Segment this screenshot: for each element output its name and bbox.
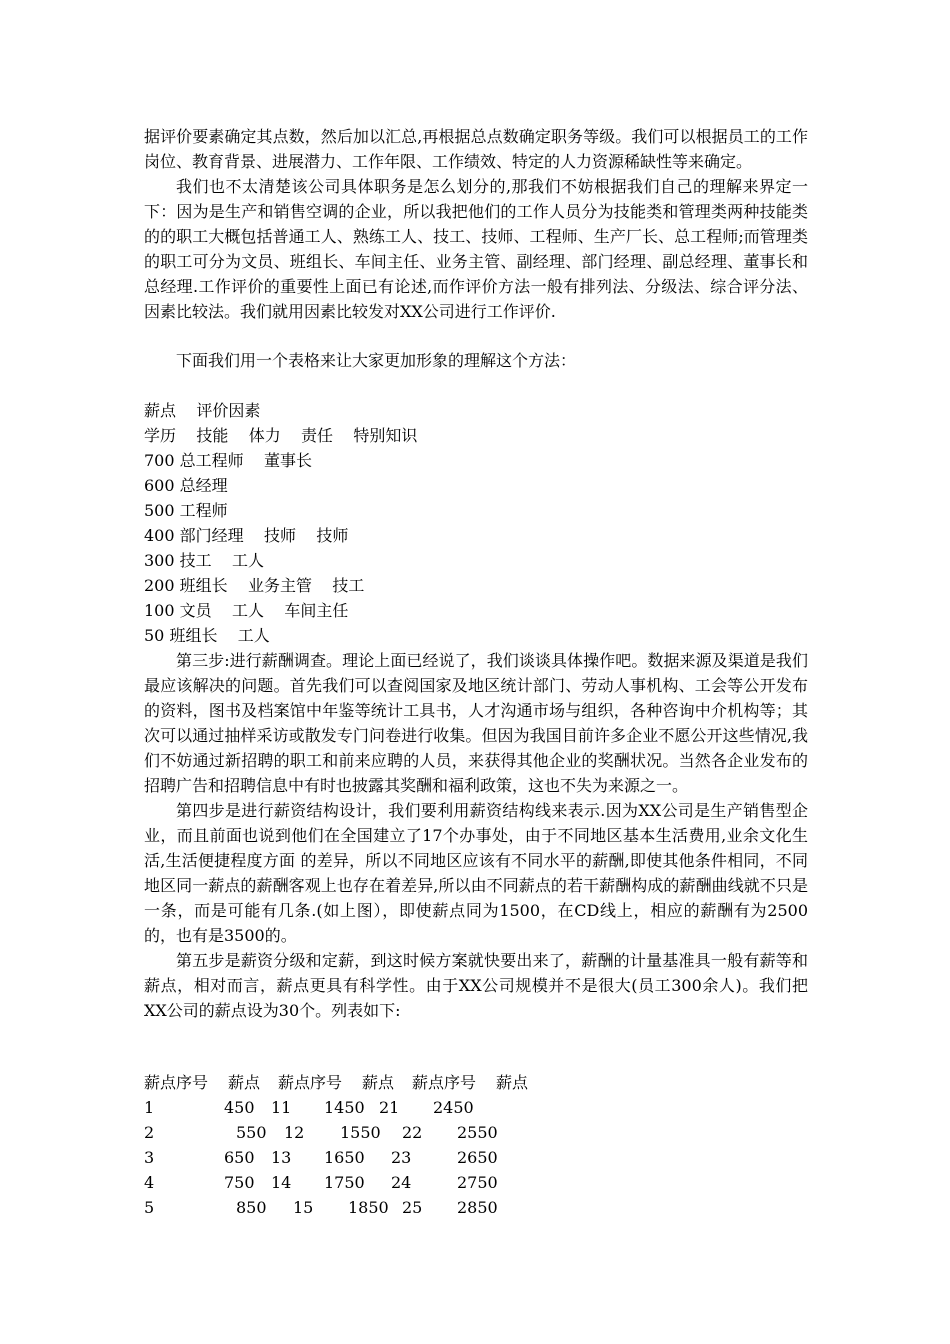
column-header: 薪点序号 (412, 1073, 477, 1092)
table-cell: 25 (402, 1198, 423, 1217)
table-row: 200 班组长 业务主管 技工 (144, 576, 365, 595)
table-cell: 850 (236, 1198, 267, 1217)
table-row (144, 1145, 808, 1170)
column-header: 薪点序号 (144, 1073, 209, 1092)
table-row (144, 1195, 808, 1220)
table-cell: 1750 (324, 1173, 365, 1192)
salary-points-table (144, 1070, 808, 1220)
table-cell: 650 (224, 1148, 255, 1167)
table-cell: 13 (271, 1148, 292, 1167)
table-row (144, 1170, 808, 1195)
table-cell: 1450 (324, 1098, 365, 1117)
table-row: 500 工程师 (144, 501, 228, 520)
body-text-top (144, 124, 808, 324)
table-cell: 2550 (457, 1123, 498, 1142)
table-cell: 22 (402, 1123, 423, 1142)
column-header: 薪点 (362, 1073, 395, 1092)
table-intro (144, 348, 808, 373)
table-cell: 2750 (457, 1173, 498, 1192)
table-row: 100 文员 工人 车间主任 (144, 601, 349, 620)
paragraph-step-4: 第四步是进行薪资结构设计，我们要利用薪资结构线来表示.因为XX公司是生产销售型企业，而且前面也说到他们在全国建立了17个办事处，由于不同地区基本生活费用,业余文化生活,生活便捷程度方面 的差异，所以不同地区应该有不同水平的薪酬,即使其他条件相同，不同地区同一薪点的薪酬客观上也存在着差异,所以由不同薪点的若干薪酬构成的薪酬曲线就不只是一条，而是可能有几条.(如上图），即使薪点同为1500，在CD线上，相应的薪酬有为2500的，也有是3500的。 (144, 801, 808, 945)
table-row: 400 部门经理 技师 技师 (144, 526, 349, 545)
table-row: 薪点 评价因素 (144, 401, 261, 420)
table-row: 300 技工 工人 (144, 551, 264, 570)
table-cell: 5 (144, 1198, 155, 1217)
table-cell: 750 (224, 1173, 255, 1192)
table-cell: 15 (293, 1198, 314, 1217)
table-cell: 550 (236, 1123, 267, 1142)
table-cell: 2850 (457, 1198, 498, 1217)
column-header: 薪点序号 (278, 1073, 343, 1092)
paragraph-step-3: 第三步:进行薪酬调查。理论上面已经说了，我们谈谈具体操作吧。数据来源及渠道是我们最应该解决的问题。首先我们可以查阅国家及地区统计部门、劳动人事机构、工会等公开发布的资料，图书及档案馆中年鉴等统计工具书，人才沟通市场与组织，各种咨询中介机构等；其次可以通过抽样采访或散发专门问卷进行收集。但因为我国目前许多企业不愿公开这些情况,我们不妨通过新招聘的职工和前来应聘的人员，来获得其他企业的奖酬状况。当然各企业发布的招聘广告和招聘信息中有时也披露其奖酬和福利政策，这也不失为来源之一。 (144, 651, 808, 795)
table-header-row (144, 1070, 808, 1095)
table-cell: 3 (144, 1148, 155, 1167)
table-cell: 1650 (324, 1148, 365, 1167)
table-cell: 11 (271, 1098, 292, 1117)
paragraph-step-5: 第五步是薪资分级和定薪，到这时候方案就快要出来了，薪酬的计量基准具一般有薪等和薪点，相对而言，薪点更具有科学性。由于XX公司规模并不是很大(员工300余人)。我们把XX公司的薪点设为30个。列表如下: (144, 951, 808, 1020)
table-cell: 1 (144, 1098, 155, 1117)
table-row: 600 总经理 (144, 476, 228, 495)
table-cell: 1550 (340, 1123, 381, 1142)
table-cell: 1850 (348, 1198, 389, 1217)
table-cell: 450 (224, 1098, 255, 1117)
paragraph: 我们也不太清楚该公司具体职务是怎么划分的,那我们不妨根据我们自己的理解来界定一下：因为是生产和销售空调的企业，所以我把他们的工作人员分为技能类和管理类两种技能类的的职工大概包括普通工人、熟练工人、技工、技师、工程师、生产厂长、总工程师;而管理类的职工可分为文员、班组长、车间主任、业务主管、副经理、部门经理、副总经理、董事长和总经理.工作评价的重要性上面已有论述,而作评价方法一般有排列法、分级法、综合评分法、因素比较法。我们就用因素比较发对XX公司进行工作评价. (144, 177, 808, 321)
table-row: 学历 技能 体力 责任 特别知识 (144, 426, 418, 445)
table-cell: 4 (144, 1173, 155, 1192)
table-cell: 2650 (457, 1148, 498, 1167)
body-text-steps (144, 648, 808, 1023)
table-cell: 24 (391, 1173, 412, 1192)
table-row: 700 总工程师 董事长 (144, 451, 312, 470)
factor-comparison-table (144, 398, 808, 648)
paragraph: 据评价要素确定其点数，然后加以汇总,再根据总点数确定职务等级。我们可以根据员工的工作岗位、教育背景、进展潜力、工作年限、工作绩效、特定的人力资源稀缺性等来确定。 (144, 127, 808, 171)
table-cell: 14 (271, 1173, 292, 1192)
paragraph: 下面我们用一个表格来让大家更加形象的理解这个方法： (176, 351, 577, 370)
table-cell: 2450 (433, 1098, 474, 1117)
column-header: 薪点 (496, 1073, 529, 1092)
table-row (144, 1095, 808, 1120)
table-cell: 2 (144, 1123, 155, 1142)
table-cell: 21 (379, 1098, 400, 1117)
table-cell: 12 (284, 1123, 305, 1142)
table-cell: 23 (391, 1148, 412, 1167)
table-row: 50 班组长 工人 (144, 626, 270, 645)
table-row (144, 1120, 808, 1145)
column-header: 薪点 (228, 1073, 261, 1092)
